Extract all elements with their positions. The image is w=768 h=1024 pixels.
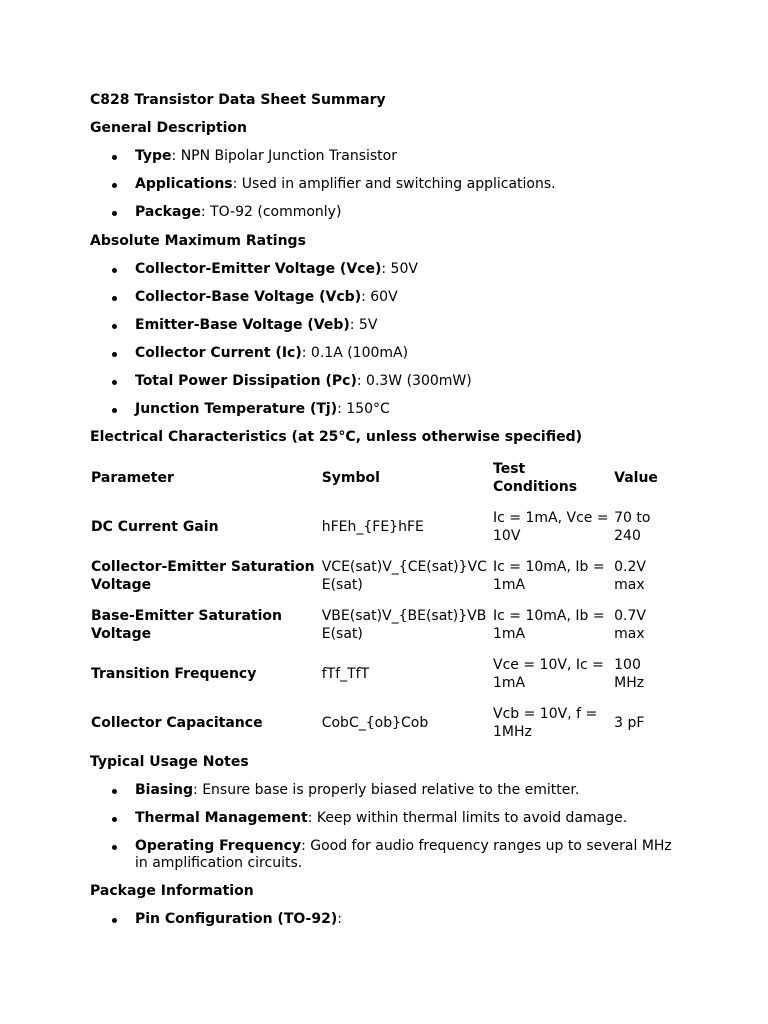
list-item: Emitter-Base Voltage (Veb): 5V: [90, 317, 680, 334]
column-header-symbol: Symbol: [321, 470, 380, 486]
list-item: Operating Frequency: Good for audio frequency ranges up to several MHz in amplification circuits.: [90, 838, 680, 872]
bullet-icon: [112, 352, 117, 357]
symbol-cell: VCE(sat)V_{CE(sat)}VCE(sat): [321, 559, 487, 593]
general-description-list: [90, 148, 680, 221]
bullet-icon: [112, 211, 117, 216]
value-cell: 3 pF: [614, 715, 645, 731]
symbol-cell: hFEh_{FE}hFE: [321, 519, 424, 535]
list-item: Junction Temperature (Tj): 150°C: [90, 401, 680, 418]
list-item: Type: NPN Bipolar Junction Transistor: [90, 148, 680, 165]
parameter-cell: DC Current Gain: [91, 519, 219, 535]
value-cell: 0.2V max: [614, 559, 646, 593]
table-row: [90, 601, 666, 650]
list-item: Biasing: Ensure base is properly biased relative to the emitter.: [90, 782, 680, 799]
bullet-icon: [112, 268, 117, 273]
package-information-heading: Package Information: [90, 883, 254, 899]
list-item: Thermal Management: Keep within thermal limits to avoid damage.: [90, 810, 680, 827]
test-conditions-cell: Ic = 1mA, Vce = 10V: [493, 510, 609, 544]
test-conditions-cell: Ic = 10mA, Ib = 1mA: [493, 559, 605, 593]
table-header-row: [90, 454, 666, 503]
value-cell: 0.7V max: [614, 608, 646, 642]
test-conditions-cell: Vcb = 10V, f = 1MHz: [493, 706, 598, 740]
list-item: Applications: Used in amplifier and switching applications.: [90, 176, 680, 193]
parameter-cell: Base-Emitter Saturation Voltage: [91, 608, 282, 642]
table-row: [90, 699, 666, 748]
symbol-cell: fTf_TfT: [321, 666, 370, 682]
general-description-heading: General Description: [90, 120, 248, 136]
bullet-icon: [112, 817, 117, 822]
value-cell: 70 to 240: [614, 510, 651, 544]
package-information-list: [90, 911, 680, 928]
bullet-icon: [112, 380, 117, 385]
electrical-characteristics-table: [90, 454, 666, 748]
parameter-cell: Transition Frequency: [91, 666, 257, 682]
column-header-parameter: Parameter: [91, 470, 174, 486]
list-item: Total Power Dissipation (Pc): 0.3W (300mW): [90, 373, 680, 390]
test-conditions-cell: Vce = 10V, Ic = 1mA: [493, 657, 604, 691]
list-item: Collector-Base Voltage (Vcb): 60V: [90, 289, 680, 306]
document-content: [90, 92, 680, 928]
symbol-cell: CobC_{ob}Cob: [321, 715, 429, 731]
parameter-cell: Collector-Emitter Saturation Voltage: [91, 559, 315, 593]
table-row: [90, 552, 666, 601]
list-item: Pin Configuration (TO-92):: [90, 911, 680, 928]
bullet-icon: [112, 918, 117, 923]
absolute-maximum-ratings-list: [90, 261, 680, 418]
list-item: Package: TO-92 (commonly): [90, 204, 680, 221]
value-cell: 100 MHz: [614, 657, 645, 691]
column-header-value: Value: [614, 470, 658, 486]
bullet-icon: [112, 183, 117, 188]
bullet-icon: [112, 845, 117, 850]
list-item: Collector Current (Ic): 0.1A (100mA): [90, 345, 680, 362]
parameter-cell: Collector Capacitance: [91, 715, 263, 731]
typical-usage-notes-list: [90, 782, 680, 872]
absolute-maximum-ratings-heading: Absolute Maximum Ratings: [90, 233, 306, 249]
typical-usage-notes-heading: Typical Usage Notes: [90, 754, 249, 770]
test-conditions-cell: Ic = 10mA, Ib = 1mA: [493, 608, 605, 642]
bullet-icon: [112, 408, 117, 413]
column-header-test-conditions: Test Conditions: [493, 461, 578, 495]
electrical-characteristics-heading: Electrical Characteristics (at 25°C, unless otherwise specified): [90, 429, 583, 445]
table-row: [90, 503, 666, 552]
list-item: Collector-Emitter Voltage (Vce): 50V: [90, 261, 680, 278]
table-row: [90, 650, 666, 699]
document-title: C828 Transistor Data Sheet Summary: [90, 92, 386, 108]
bullet-icon: [112, 155, 117, 160]
bullet-icon: [112, 324, 117, 329]
bullet-icon: [112, 789, 117, 794]
bullet-icon: [112, 296, 117, 301]
symbol-cell: VBE(sat)V_{BE(sat)}VBE(sat): [321, 608, 487, 642]
